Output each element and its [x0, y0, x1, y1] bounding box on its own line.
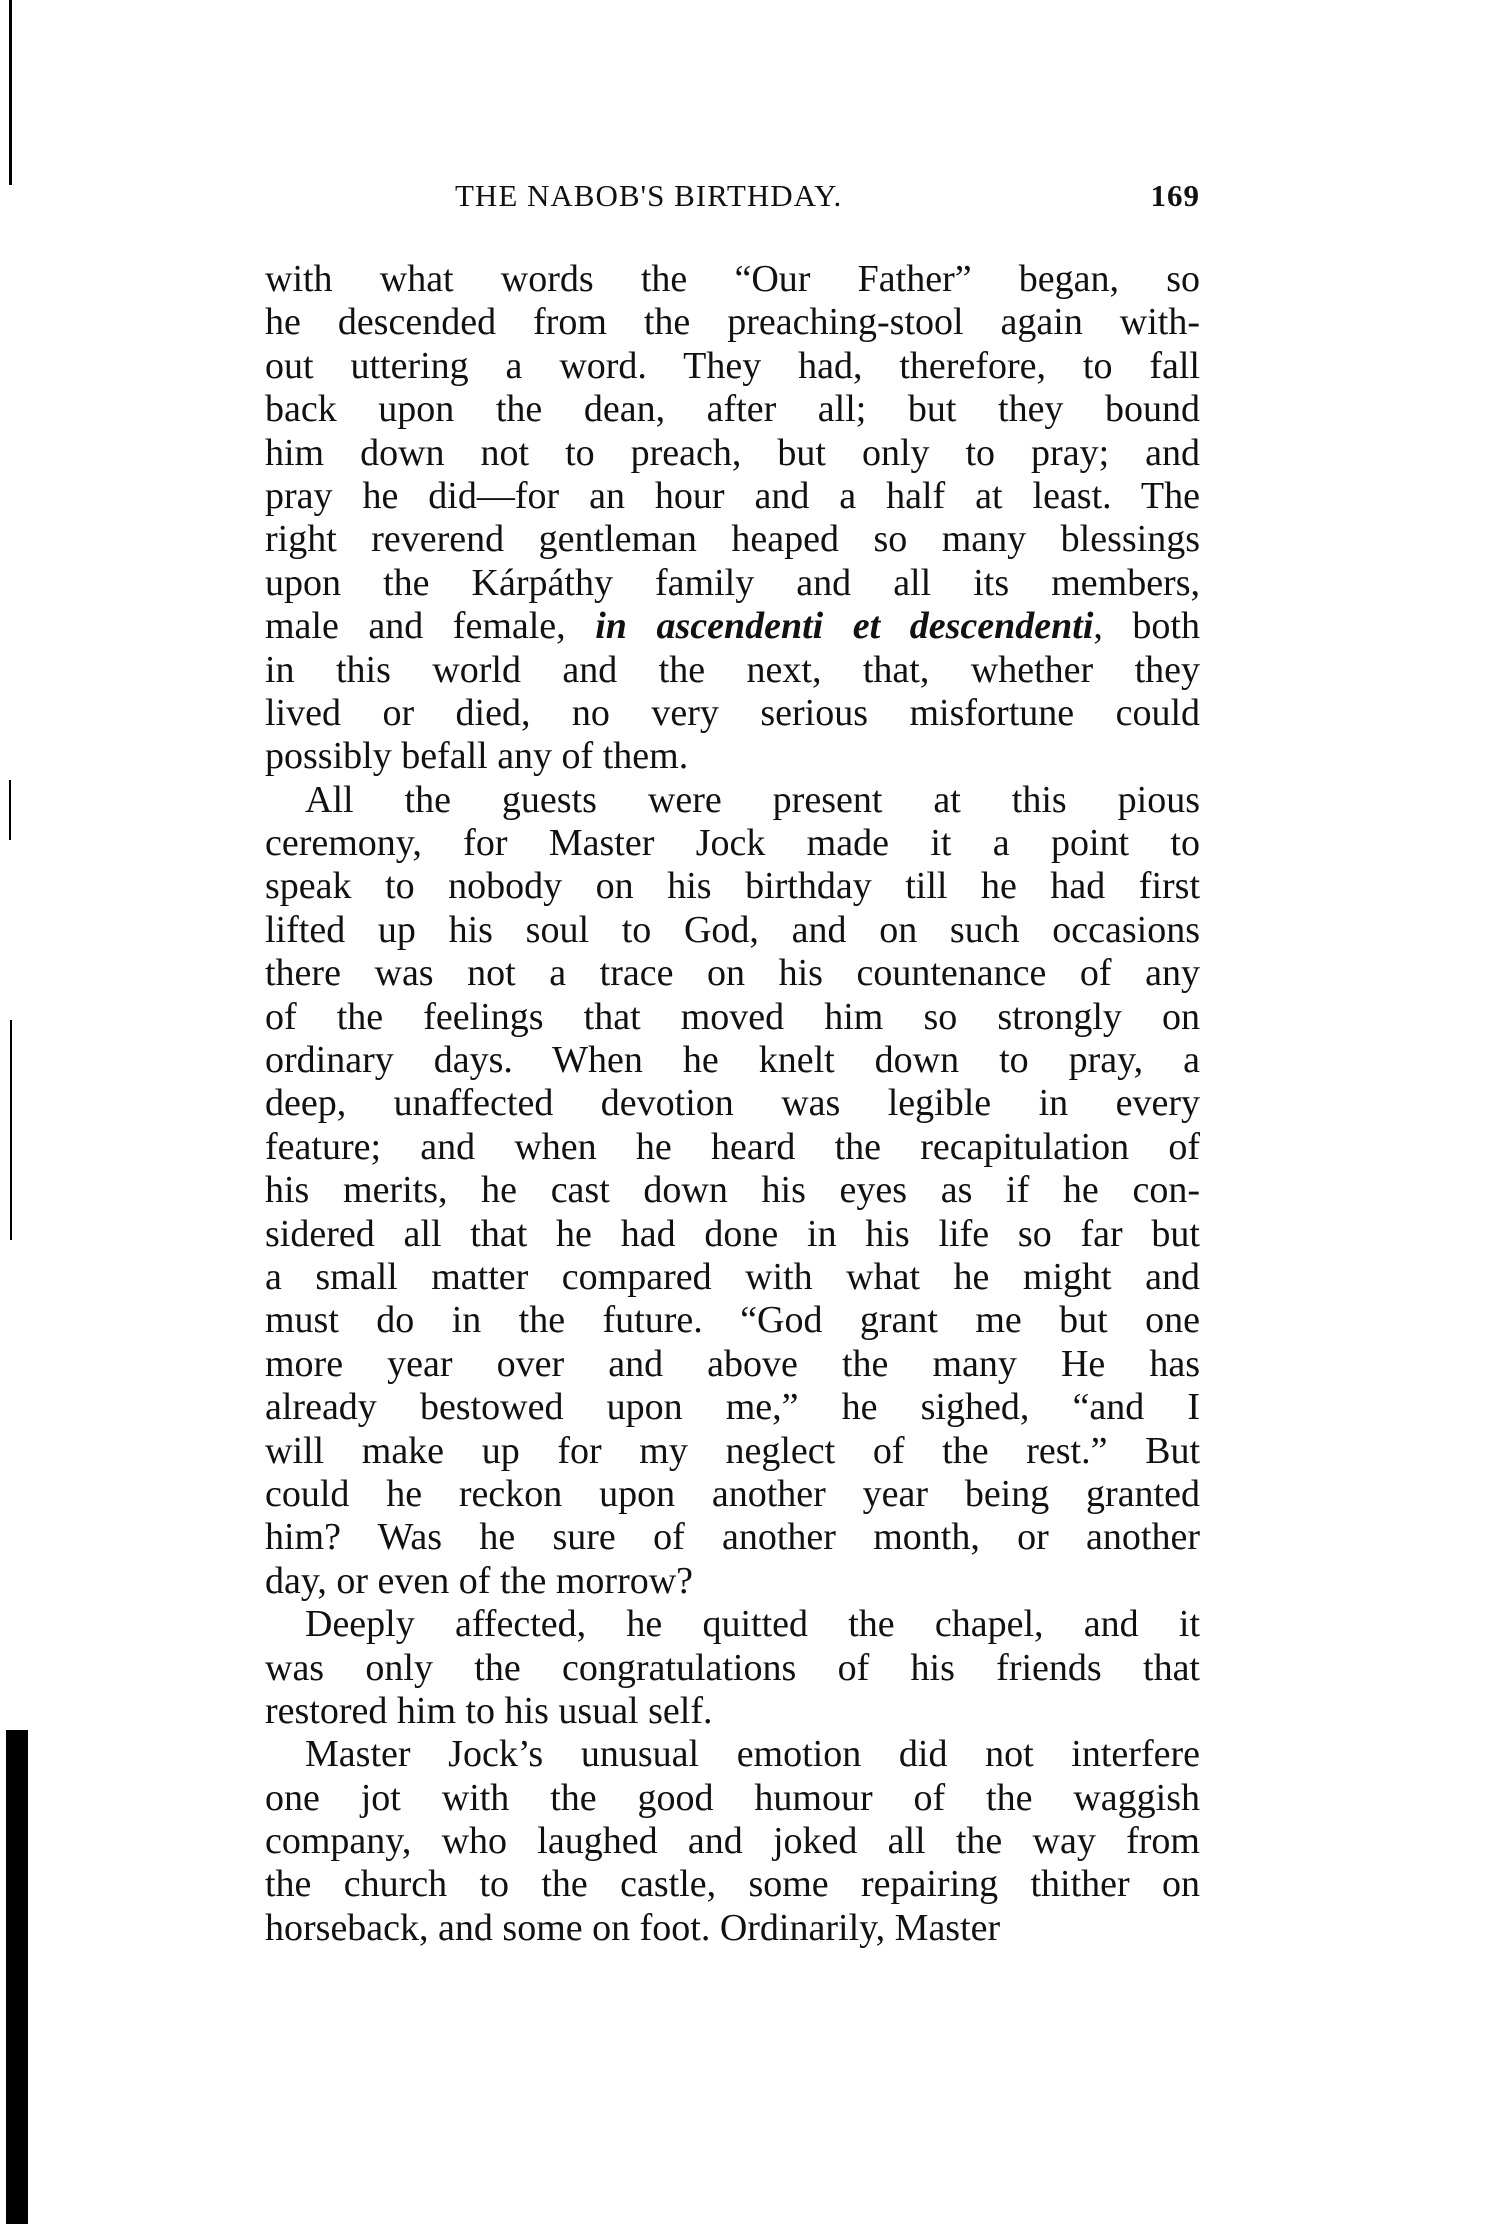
text-line: lifted up his soul to God, and on such occasions: [265, 908, 1200, 951]
text-line: will make up for my neglect of the rest.” But: [265, 1429, 1200, 1472]
body-text: [265, 258, 1200, 1950]
text-line: deep, unaffected devotion was legible in every: [265, 1082, 1200, 1125]
text-line: a small matter compared with what he might and: [265, 1255, 1200, 1298]
text-line: more year over and above the many He has: [265, 1342, 1200, 1385]
text-segment: , both: [1093, 605, 1200, 648]
text-line: in this world and the next, that, whether they: [265, 648, 1200, 691]
text-line: back upon the dean, after all; but they bound: [265, 388, 1200, 431]
text-line: already bestowed upon me,” he sighed, “and I: [265, 1386, 1200, 1429]
text-line: possibly befall any of them.: [265, 735, 689, 778]
text-line: Master Jock’s unusual emotion did not interfere: [305, 1733, 1200, 1776]
text-line: there was not a trace on his countenance of any: [265, 952, 1200, 995]
text-line: was only the congratulations of his friends that: [265, 1646, 1200, 1689]
text-line: All the guests were present at this pious: [305, 778, 1200, 821]
text-line: with what words the “Our Father” began, so: [265, 258, 1200, 300]
text-line: feature; and when he heard the recapitulation of: [265, 1125, 1200, 1168]
text-line: ordinary days. When he knelt down to pray, a: [265, 1039, 1200, 1082]
text-line: day, or even of the morrow?: [265, 1559, 694, 1602]
text-line: Deeply affected, he quitted the chapel, and it: [305, 1603, 1200, 1646]
scan-edge-line: [9, 780, 11, 840]
text-line: lived or died, no very serious misfortune could: [265, 691, 1200, 734]
scan-edge-bar: [6, 1730, 28, 2224]
paragraph: [265, 779, 1200, 1603]
italic-phrase: in ascendenti et descendenti: [595, 605, 1094, 648]
running-title: THE NABOB'S BIRTHDAY.: [455, 178, 843, 213]
text-line: he descended from the preaching-stool again with-: [265, 301, 1200, 344]
text-line: upon the Kárpáthy family and all its members,: [265, 561, 1200, 604]
text-line: ceremony, for Master Jock made it a point to: [265, 822, 1200, 865]
text-line: one jot with the good humour of the waggish: [265, 1776, 1200, 1819]
page-number: 169: [1150, 178, 1200, 213]
text-line: of the feelings that moved him so strongly on: [265, 995, 1200, 1038]
scan-edge-line: [9, 0, 12, 185]
text-line: right reverend gentleman heaped so many blessings: [265, 518, 1200, 561]
text-line: company, who laughed and joked all the way from: [265, 1820, 1200, 1863]
text-line: sidered all that he had done in his life so far but: [265, 1212, 1200, 1255]
text-line: his merits, he cast down his eyes as if he con-: [265, 1169, 1200, 1212]
text-line: restored him to his usual self.: [265, 1689, 713, 1732]
text-line: out uttering a word. They had, therefore, to fall: [265, 344, 1200, 387]
paragraph: [265, 1733, 1200, 1950]
text-line: pray he did—for an hour and a half at least. The: [265, 474, 1200, 517]
text-segment: male and female,: [265, 605, 596, 648]
paragraph: [265, 1603, 1200, 1733]
text-line: could he reckon upon another year being granted: [265, 1472, 1200, 1515]
scan-edge-line: [10, 1020, 12, 1240]
paragraph: [265, 258, 1200, 779]
text-line: the church to the castle, some repairing thither on: [265, 1863, 1200, 1906]
text-line: him down not to preach, but only to pray; and: [265, 431, 1200, 474]
page-header: [265, 178, 1200, 222]
text-line: must do in the future. “God grant me but one: [265, 1299, 1200, 1342]
text-line: [265, 605, 1200, 648]
text-line: speak to nobody on his birthday till he had first: [265, 865, 1200, 908]
text-line: horseback, and some on foot. Ordinarily, Master: [265, 1906, 1001, 1949]
text-line: him? Was he sure of another month, or another: [265, 1516, 1200, 1559]
